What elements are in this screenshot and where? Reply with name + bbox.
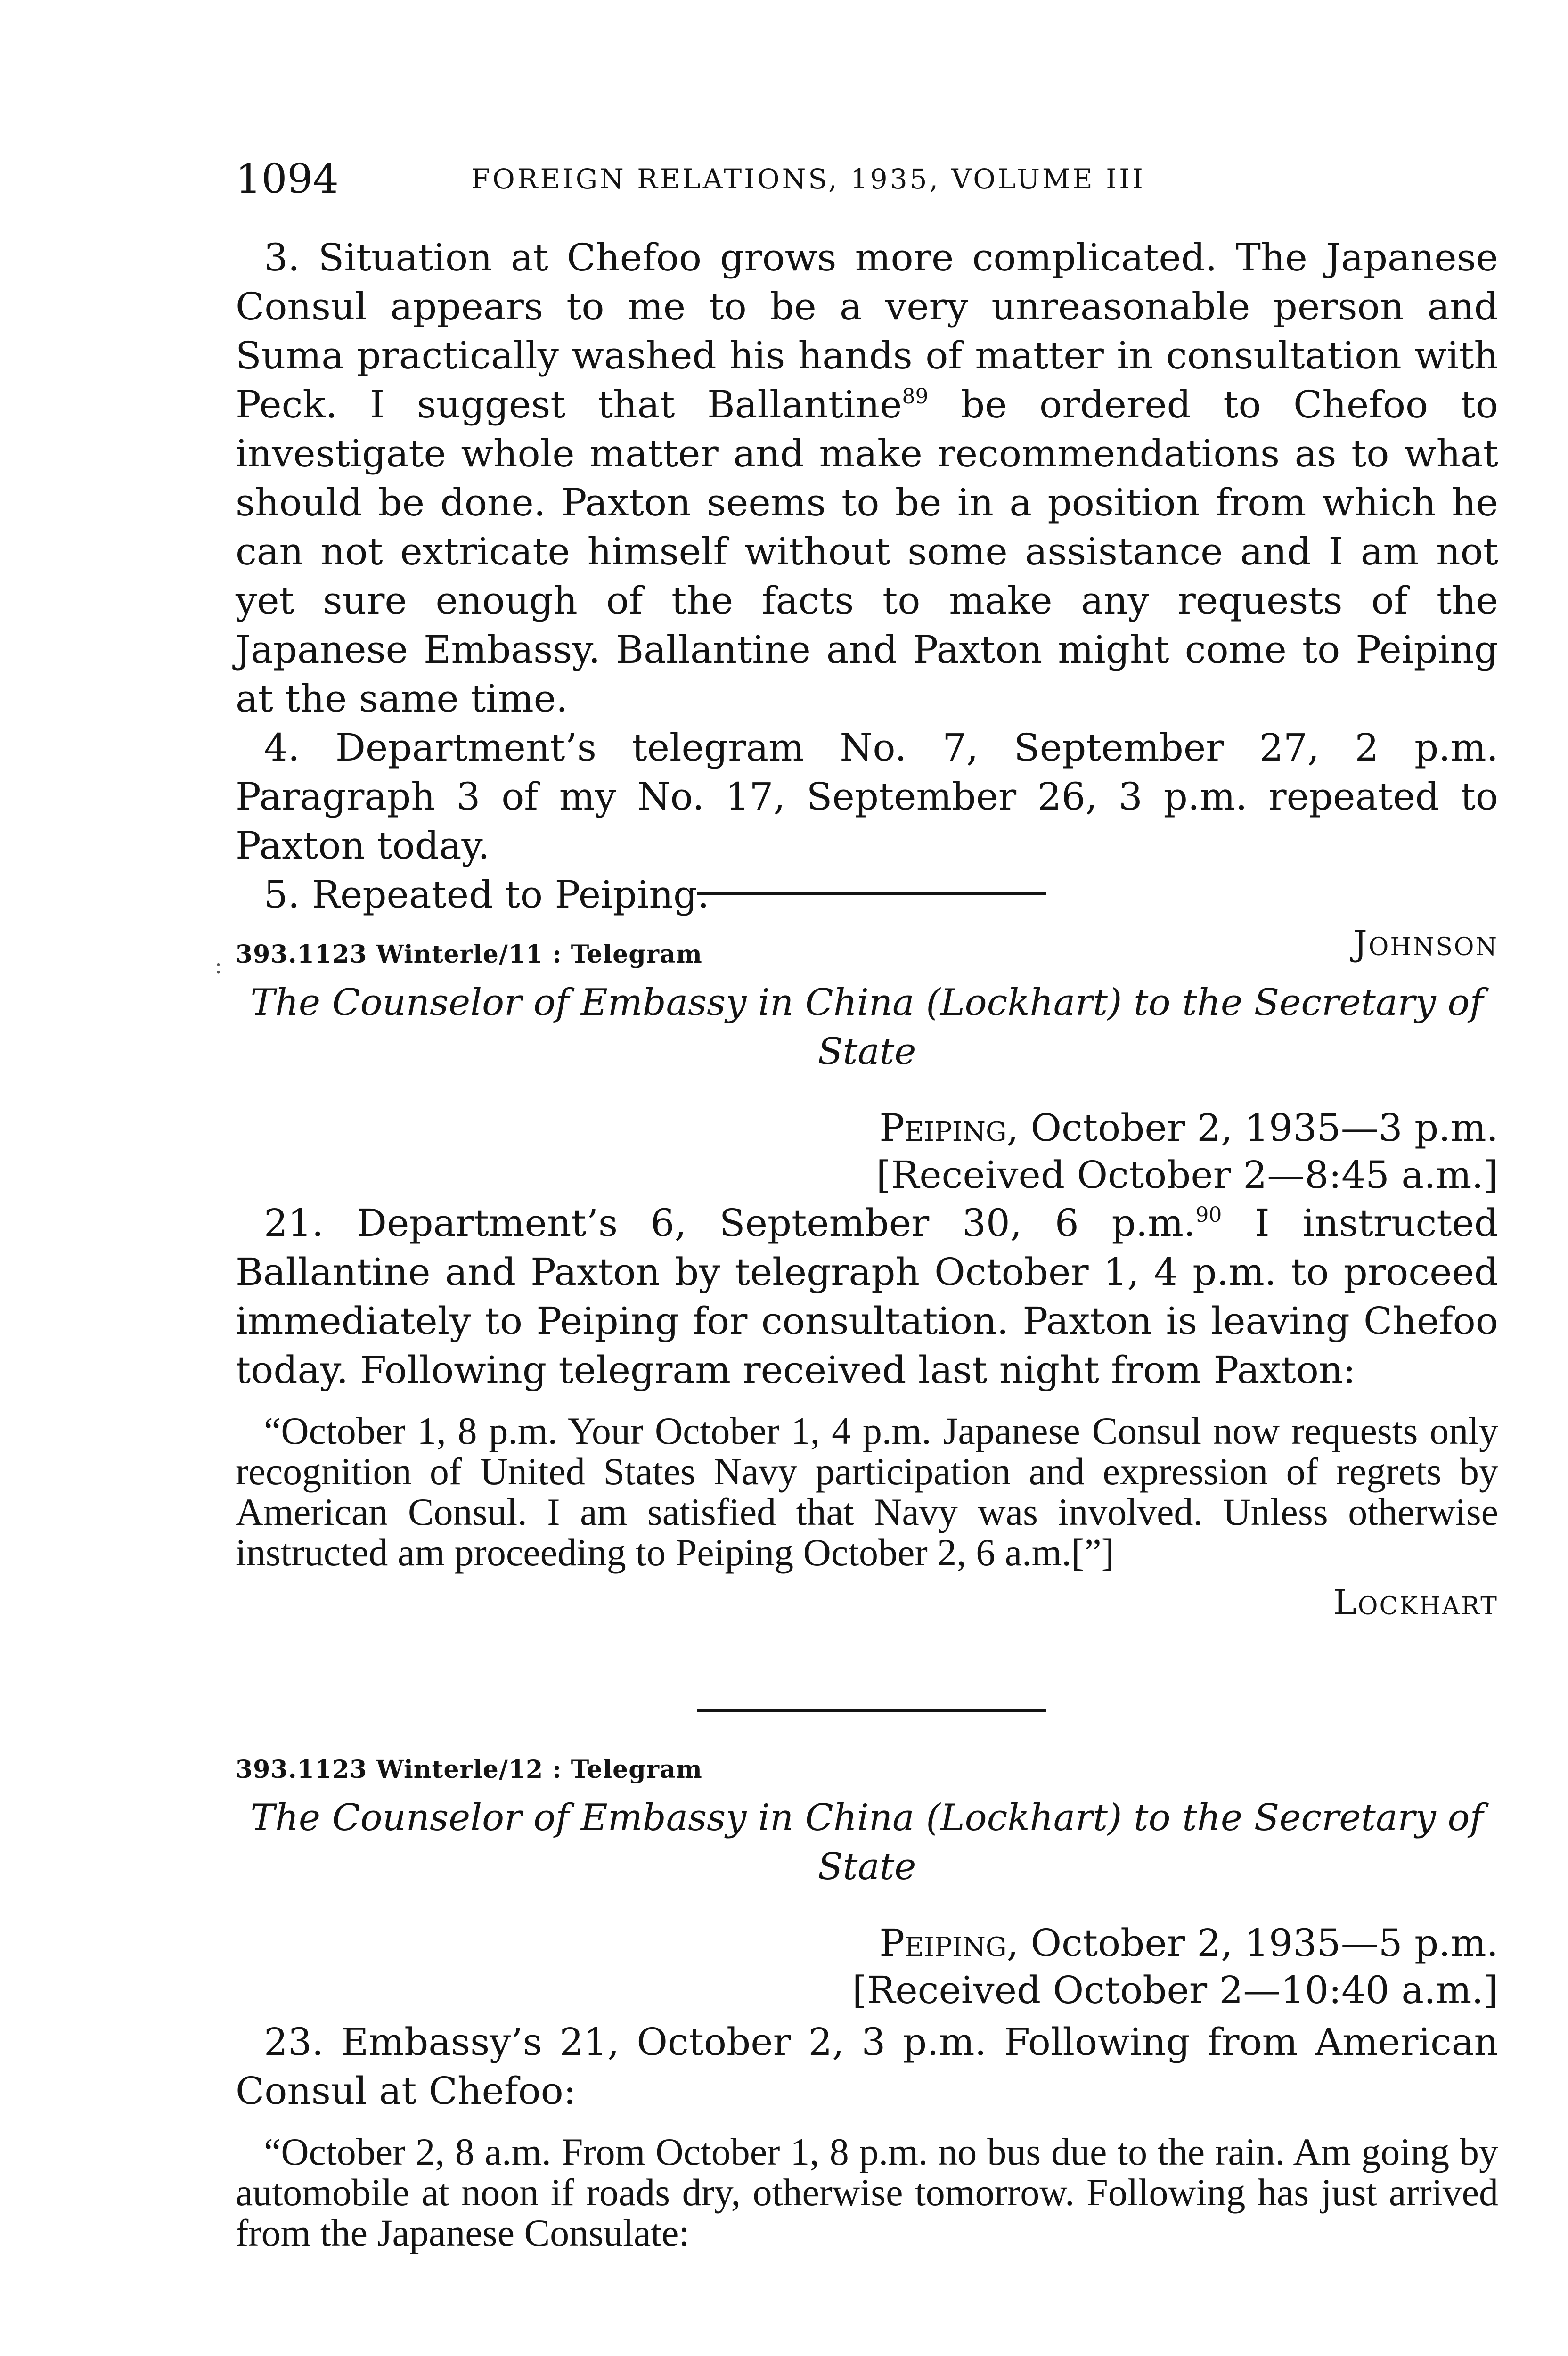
margin-mark: : xyxy=(214,952,222,979)
paragraph-5: 5. Repeated to Peiping. xyxy=(264,873,710,916)
section-divider xyxy=(697,1709,1046,1712)
telegram-body: 23. Embassy’s 21, October 2, 3 p.m. Following from American Consul at Chefoo: xyxy=(236,2020,1498,2113)
signature-johnson: Johnson xyxy=(1353,923,1498,964)
quoted-telegram: “October 1, 8 p.m. Your October 1, 4 p.m. Japanese Consul now requests only recognition of United States Navy participation and expression of regrets by American Consul. I am satisfied that Navy was involved. Unless otherwise instructed am proceeding to Peiping October 2, 6 a.m.[”] xyxy=(236,1409,1498,1574)
file-reference: 393.1123 Winterle/12 : Telegram xyxy=(236,1755,702,1784)
dateline: Peiping, October 2, 1935—3 p.m. xyxy=(879,1106,1498,1150)
running-title: FOREIGN RELATIONS, 1935, VOLUME III xyxy=(471,163,1145,195)
received-line: [Received October 2—8:45 a.m.] xyxy=(876,1153,1498,1197)
section-divider xyxy=(697,892,1046,895)
received-line: [Received October 2—10:40 a.m.] xyxy=(852,1968,1498,2012)
footnote-ref-89: 89 xyxy=(902,384,929,409)
telegram-body: 21. Department’s 6, September 30, 6 p.m.$^{90}$ I instructed Ballantine and Paxton by telegraph October 1, 4 p.m. to proceed immediately to Peiping for consultation. Paxton is leaving Chefoo today. Following telegram received last night from Paxton: xyxy=(236,1201,1498,1392)
signature-lockhart: Lockhart xyxy=(1333,1582,1498,1623)
telegram-winterle-12 xyxy=(236,1755,1498,2253)
page-header xyxy=(236,155,1498,207)
file-reference: 393.1123 Winterle/11 : Telegram xyxy=(236,940,702,969)
document-title: The Counselor of Embassy in China (Lockhart) to the Secretary of State xyxy=(250,982,1484,1073)
dateline: Peiping, October 2, 1935—5 p.m. xyxy=(879,1921,1498,1965)
document-title: The Counselor of Embassy in China (Lockhart) to the Secretary of State xyxy=(250,1797,1484,1888)
paragraph-3: 3. Situation at Chefoo grows more complicated. The Japanese Consul appears to me to be a very unreasonable person and Suma practically washed his hands of matter in consultation with Peck. I suggest that Ballantine$^{89}$ be ordered to Chefoo to investigate whole matter and make recommendations as to what should be done. Paxton seems to be in a position from which he can not extricate himself without some assistance and I am not yet sure enough of the facts to make any requests of the Japanese Embassy. Ballantine and Paxton might come to Peiping at the same time. xyxy=(236,236,1498,720)
page-number: 1094 xyxy=(236,155,339,203)
paragraph-4: 4. Department’s telegram No. 7, September 27, 2 p.m. Paragraph 3 of my No. 17, September 26, 3 p.m. repeated to Paxton today. xyxy=(236,726,1498,867)
quoted-telegram: “October 2, 8 a.m. From October 1, 8 p.m. no bus due to the rain. Am going by automobile at noon if roads dry, otherwise tomorrow. Following has just arrived from the Japanese Consulate: xyxy=(236,2130,1498,2254)
continued-telegram xyxy=(236,233,1498,964)
footnote-ref-90: 90 xyxy=(1195,1203,1222,1227)
telegram-winterle-11 xyxy=(236,940,1498,1623)
